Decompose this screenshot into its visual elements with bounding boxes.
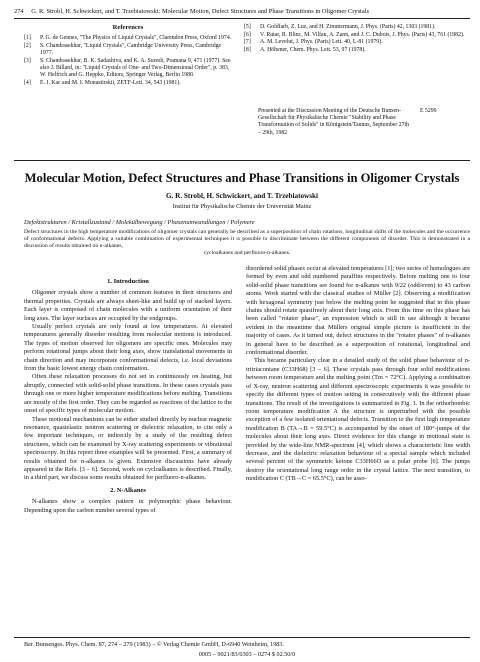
references-right (244, 24, 470, 55)
reference-item (24, 35, 232, 42)
references-left (24, 24, 232, 88)
running-head (14, 8, 470, 15)
reference-item (244, 47, 470, 54)
reference-item (24, 80, 232, 87)
section-heading-n-alkanes: 2. N-Alkanes (110, 486, 146, 494)
abstract: Defect structures in the high temperature modifications of oligomer crystals can generally be described as a superposition of chain rotations, longitudinal shifts of the molecules and the occurrence of conformational defects. Applying a suitable combination of experimental techniques it is possible to discriminate between the different components of disorder. This is demonstrated in a discussion of results obtained on n-alkanes, (24, 229, 470, 249)
reference-text: P. G. de Gennes, "The Physics of Liquid Crystals", Clarendon Press, Oxford 1974. (40, 35, 232, 42)
author-institute: Institut für Physikalische Chemie der Universität Mainz (172, 203, 312, 210)
header-rule (14, 18, 470, 19)
body-column-left (24, 278, 232, 515)
reference-item (244, 32, 470, 39)
reference-item (24, 43, 232, 57)
reference-text: S. Chandrasekhar, B. K. Sadashiva, and K. A. Suresh, Pramana 9, 471 (1977). See also J. Billard, in: "Liquid Crystals of One- and Two-Dimensional Order", p. 383, W. Helfrich and G. Heppke, Editors, Springer Verlag, Berlin 1980. (40, 57, 231, 79)
reference-text: A. Höhener, Chem. Phys. Lett. 53, 97 (1978). (260, 47, 366, 54)
reference-number: [2] (24, 42, 31, 49)
journal-citation-footer: Ber. Bunsenges. Phys. Chem. 87, 274 – 279 (1983) – © Verlag Chemie GmbH, D-6940 Weinheim, 1983. (24, 641, 285, 648)
reference-number: [8] (244, 47, 251, 54)
abstract-tail: cycloalkanes and perfluoro-n-alkanes. (203, 250, 291, 256)
reference-number: [3] (24, 57, 31, 64)
reference-number: [4] (24, 79, 31, 86)
reference-number: [6] (244, 31, 251, 38)
conference-note: Presented at the Discussion Meeting of the Deutsche Bunsen-Gesellschaft für Physikalische Chemie "Stability and Phase Transformation of Solids" in Königstein/Taunus, September 27th – 29th, 1982 (258, 108, 410, 136)
footer-rule (14, 637, 470, 638)
running-head-text: G. R. Strobl, H. Schwickert, and T. Trzebiatowski: Molecular Motion, Defect Structures and Phase Transitions in Oligomer Crystals (31, 8, 369, 15)
keywords: Defektstrukturen / Kristallzustand / Molekülbewegung / Phasenumwandlungen / Polymere (24, 219, 255, 226)
body-paragraph: Often these relaxation processes do not set in continuously on heating, but abruptly, connected with solid-solid phase transitions. In these cases crystals pass through one or more higher temperature modifications before melting. Transitions are mostly of the first order. They can be regarded as reactions of the lattice to the onset of specific types of molecular motion. (24, 373, 232, 415)
article-authors: G. R. Strobl, H. Schwickert, and T. Trzebiatowski (165, 192, 319, 200)
conference-code: E 5299 (420, 108, 437, 114)
page-number: 274 (14, 8, 24, 15)
body-paragraph: N-alkanes show a complex pattern in polymorphic phase behaviour. Depending upon the carbon number several types of (24, 498, 232, 514)
body-column-right (246, 265, 470, 484)
reference-item (24, 58, 232, 80)
reference-item (244, 24, 470, 31)
body-paragraph: Oligomer crystals show a number of common features in their structures and thermal properties. Crystals are always sheet-like and build up of stacked layers. Each layer is composed of chain molecules with a uniform orientation of their long axes. The layer surfaces are occupied by the endgroups. (24, 289, 232, 322)
article-code-footer: 0005 – 9021/83/0303 – 0274 $ 02.50/0 (198, 651, 296, 658)
body-paragraph: These motional mechanisms can be either studied directly by nuclear magnetic resonance, quasielastic neutron scattering or dielectric relaxation, to cite only a few important techniques, or indirectly by a study of the resulting defect structures, which can be examined by X-ray scattering experiments or vibrational spectroscopy. In this report three examples will be presented. First, a summary of results obtained for n-alkanes is given. Extensive discussions have already appeared in the Refs. [3 – 6]. Second, work on cycloalkanes is described. Finally, in a third part, we discuss some results obtained for perfluoro-n-alkanes. (24, 415, 232, 482)
body-paragraph: disordered solid phases occur at elevated temperatures [1]; two series of homologues are formed by even and odd numbered paraffins respectively. Before melting one to four solid-solid phase transitions are found for n-alkanes with 9/22 (odd/even) to 43 carbon atoms. Work started with the classical studies of Müller [2]. Observing a modification with hexagonal symmetry just below the melting point he suggested that in this phase chains should rotate quasifreely about their long axis. From this time on this phase has been called "rotator phase", an expression which is still in use although it became evident in the meantime that Müllers original simple picture is insufficient in the majority of cases. As it turned out, defect structures in the "rotator phases" of n-alkanes in general have to be described as a superposition of rotational, longitudinal and conformational disorder. (246, 265, 470, 357)
reference-text: E. I. Kac and M. I. Monastirskii, ZETF-Lett. 34, 543 (1981). (40, 79, 181, 86)
reference-number: [7] (244, 39, 251, 46)
references-title: References (112, 24, 144, 31)
section-heading-introduction: 1. Introduction (107, 278, 149, 285)
reference-text: S. Chandrasekhar, "Liquid Crystals", Cambridge University Press, Cambridge 1977. (40, 42, 222, 57)
body-paragraph: Usually perfect crystals are only found at low temperatures. At elevated temperatures generally disorder resulting from molecular motions is introduced. The types of motion observed for oligomers are specific ones. Molecules may perform rotational jumps about their long axes, show translational movements in chain direction and may incorporate conformational defects, i.e. local deviations from the basic lowest energy chain conformation. (24, 323, 232, 373)
reference-number: [1] (24, 35, 31, 42)
body-paragraph: This became particulary clear in a detailed study of the solid phase behaviour of n-tritriacontane (C33H68) [3 – 6]. These crystals pass through four solid modifications between room temperature and the melting point (Tm = 72°C). Applying a combination of X-ray, neutron scattering and different spectroscopic experiments it was possible to specify the different types of motion setting in consecutively with the different phase transitions. The result of the investigations is summarized in Fig. 1. In the orthorhombic room temperature modification A the structure is unperturbed with the possible exception of a few isolated orientational defects. Transition to the first high temperature modification B (TA→B = 59.5°C) is accompanied by the onset of 180°-jumps of the molecules about their long axes. Direct evidence for this change in motional state is provided by the wide-line NMR-spectrum [4], which shows a characteristic line width decrease, and the dielectric relaxation behaviour of a special sample which included several percent of the symmetric ketone C33H66O as a polar probe [6]. The jumps destroy the orientational long range order in the crystal lattice. The next transition, to modification C (TB→C = 65.5°C), can be asso- (246, 357, 470, 483)
reference-item (244, 39, 470, 46)
reference-number: [5] (244, 24, 251, 30)
section-separator-rule (14, 160, 470, 161)
reference-text: D. Goldfarb, Z. Luz, and H. Zimmermann, J. Phys. (Paris) 42, 1303 (1981). (260, 24, 436, 30)
reference-text: A. M. Levelut, J. Phys. (Paris) Lett. 40, L-81 (1979). (260, 39, 383, 46)
reference-text: V. Rutar, R. Blinc, M. Vilfan, A. Zann, and J. C. Dubois, J. Phys. (Paris) 43, 761 (1982). (260, 31, 465, 38)
article-title: Molecular Motion, Defect Structures and Phase Transitions in Oligomer Crystals (24, 171, 460, 185)
